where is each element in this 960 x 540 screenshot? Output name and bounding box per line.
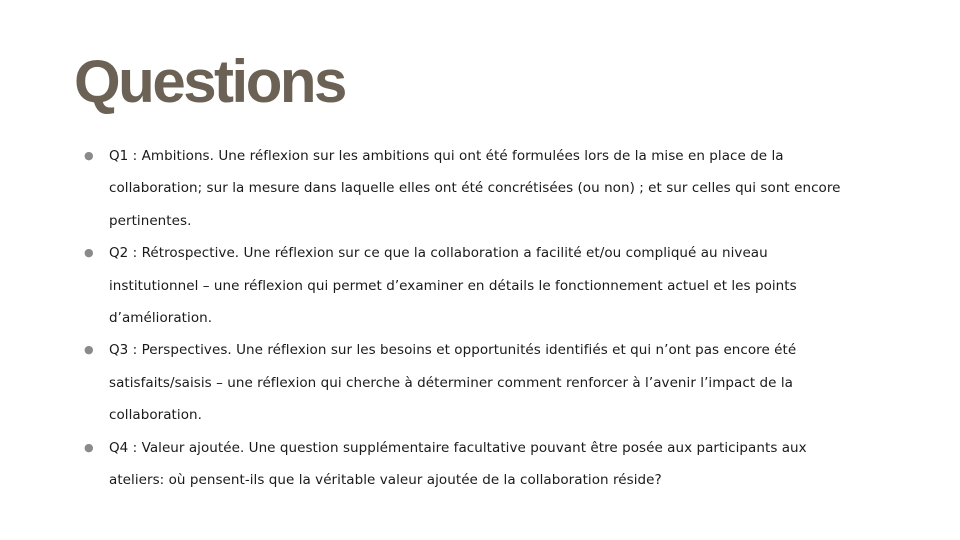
- slide-title: Questions: [74, 48, 345, 115]
- bullet-icon: ●: [84, 149, 94, 162]
- question-item-q4: [82, 432, 842, 497]
- question-label: Q1 : Ambitions.: [109, 148, 214, 164]
- question-text: Une question supplémentaire facultative pouvant être posée aux participants aux ateliers: où pensent-ils que la véritable valeur ajoutée de la collaboration réside?: [109, 439, 807, 489]
- question-text: Une réflexion sur ce que la collaboration a facilité et/ou compliqué au niveau institutionnel – une réflexion qui permet d’examiner en détails le fonctionnement actuel et les points d’amélioration.: [109, 245, 797, 327]
- bullet-icon: ●: [84, 246, 94, 260]
- question-label: Q4 : Valeur ajoutée.: [109, 439, 245, 456]
- question-text: Une réflexion sur les besoins et opportunités identifiés et qui n’ont pas encore été satisfaits/saisis – une réflexion qui cherche à déterminer comment renforcer à l’avenir l’impact de la collaboration.: [109, 342, 797, 424]
- bullet-icon: ●: [84, 343, 94, 357]
- question-item-q1: [82, 140, 842, 237]
- question-list: [82, 140, 842, 496]
- question-item-q3: [82, 334, 842, 431]
- question-text: Une réflexion sur les ambitions qui ont été formulées lors de la mise en place de la collaboration; sur la mesure dans laquelle elles ont été concrétisées (ou non) ; et sur celles qui sont encore pertinentes.: [109, 148, 841, 229]
- bullet-icon: ●: [84, 440, 94, 454]
- question-label: Q2 : Rétrospective.: [109, 245, 240, 262]
- question-label: Q3 : Perspectives.: [109, 342, 232, 359]
- question-item-q2: [82, 237, 842, 334]
